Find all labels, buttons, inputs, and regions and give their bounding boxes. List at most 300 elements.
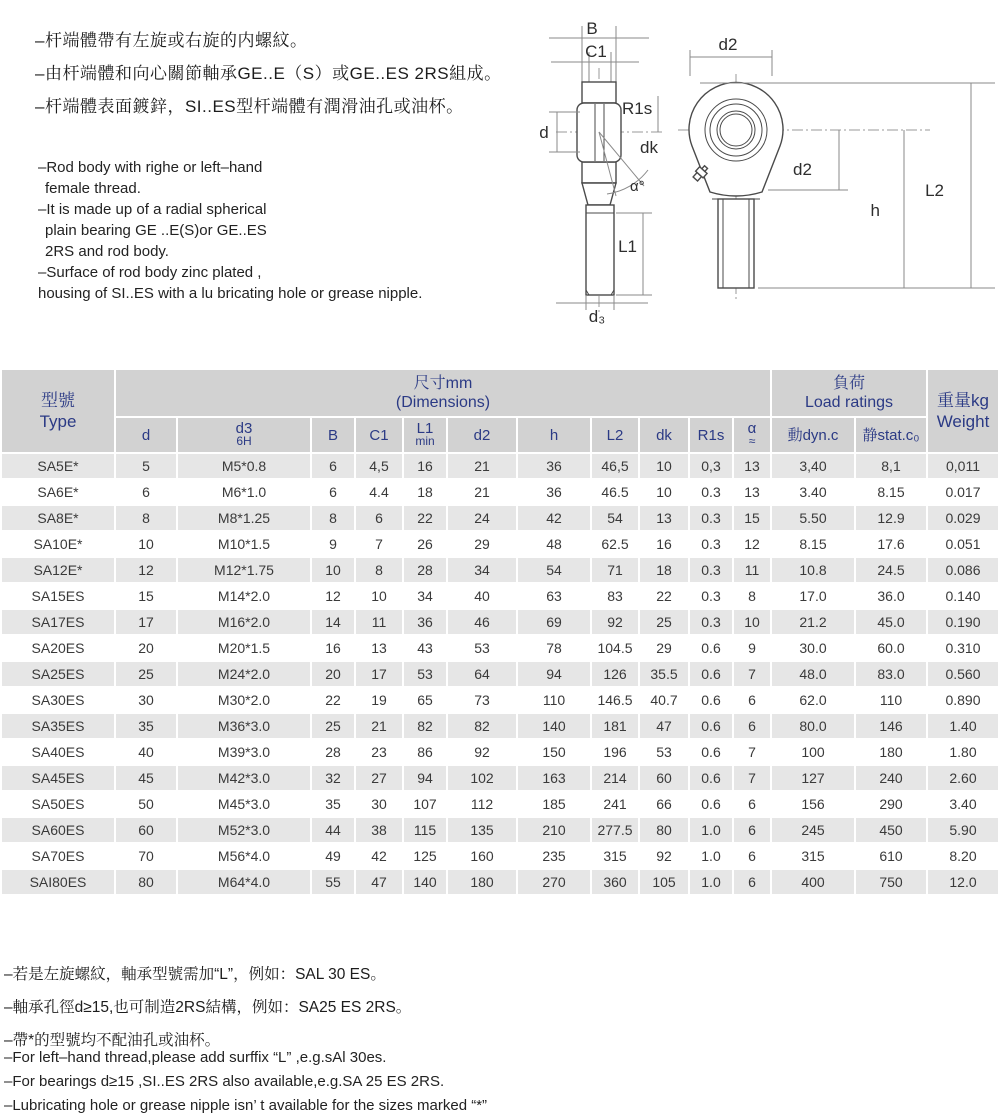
col-header-C1: C1 (356, 418, 402, 452)
cell-value: 8,1 (856, 454, 926, 478)
cell-value: 241 (592, 792, 638, 816)
cell-value: 28 (312, 740, 354, 764)
table-row (2, 740, 998, 764)
cell-value: 126 (592, 662, 638, 686)
cell-value: 105 (640, 870, 688, 894)
cell-value: 29 (448, 532, 516, 556)
cell-value: 3.40 (772, 480, 854, 504)
front-view-drawing (678, 35, 995, 302)
cell-value: 71 (592, 558, 638, 582)
label-h: h (870, 201, 880, 220)
side-view-drawing (539, 19, 664, 326)
rod-end-figure (528, 6, 1000, 356)
col-header-L2: L2 (592, 418, 638, 452)
cell-value: 9 (734, 636, 770, 660)
col-header-dyn: 動dyn.c (772, 418, 854, 452)
cell-value: 25 (312, 714, 354, 738)
cell-value: 8.15 (856, 480, 926, 504)
cell-value: 25 (116, 662, 176, 686)
label-L1: L1 (618, 237, 637, 256)
cell-value: M16*2.0 (178, 610, 310, 634)
cell-value: 83 (592, 584, 638, 608)
cell-value: 0.029 (928, 506, 998, 530)
cell-value: 7 (356, 532, 402, 556)
cell-value: 0,3 (690, 454, 732, 478)
cell-value: 13 (640, 506, 688, 530)
col-header-B: B (312, 418, 354, 452)
cell-value: M10*1.5 (178, 532, 310, 556)
cell-value: 22 (404, 506, 446, 530)
intro-en-line: female thread. (45, 180, 141, 197)
cell-type: SA40ES (2, 740, 114, 764)
col-header-d3: d3 6H (178, 418, 310, 452)
weight-header-zh: 重量kg (937, 391, 989, 410)
type-header-en: Type (39, 412, 77, 431)
cell-value: 290 (856, 792, 926, 816)
cell-value: 45.0 (856, 610, 926, 634)
cell-value: 32 (312, 766, 354, 790)
cell-value: 8 (312, 506, 354, 530)
cell-value: 6 (734, 844, 770, 868)
table-row (2, 532, 998, 556)
table-row (2, 766, 998, 790)
cell-value: 12.9 (856, 506, 926, 530)
cell-value: 60 (640, 766, 688, 790)
cell-value: 1.0 (690, 870, 732, 894)
cell-value: 83.0 (856, 662, 926, 686)
cell-value: 270 (518, 870, 590, 894)
cell-value: 62.5 (592, 532, 638, 556)
cell-value: 10 (640, 480, 688, 504)
spec-table (0, 368, 1000, 896)
cell-value: 40 (116, 740, 176, 764)
cell-value: 14 (312, 610, 354, 634)
label-B: B (586, 19, 598, 38)
cell-value: M42*3.0 (178, 766, 310, 790)
cell-value: 6 (312, 480, 354, 504)
cell-value: 180 (856, 740, 926, 764)
cell-value: 44 (312, 818, 354, 842)
label-C1: C1 (585, 42, 607, 61)
cell-value: 235 (518, 844, 590, 868)
cell-type: SA30ES (2, 688, 114, 712)
cell-type: SA20ES (2, 636, 114, 660)
cell-value: 6 (734, 688, 770, 712)
cell-value: 53 (448, 636, 516, 660)
cell-value: 150 (518, 740, 590, 764)
cell-value: 163 (518, 766, 590, 790)
cell-value: 22 (312, 688, 354, 712)
cell-value: 750 (856, 870, 926, 894)
cell-value: 36 (518, 480, 590, 504)
cell-value: 6 (734, 792, 770, 816)
cell-value: 0.086 (928, 558, 998, 582)
cell-value: 47 (640, 714, 688, 738)
cell-value: 46 (448, 610, 516, 634)
cell-value: 6 (734, 818, 770, 842)
cell-value: 27 (356, 766, 402, 790)
cell-value: 146.5 (592, 688, 638, 712)
cell-value: 0.6 (690, 740, 732, 764)
col-header-h: h (518, 418, 590, 452)
cell-value: 5.50 (772, 506, 854, 530)
cell-value: 156 (772, 792, 854, 816)
label-R1s: R1s (622, 99, 653, 118)
cell-value: 110 (856, 688, 926, 712)
cell-value: 210 (518, 818, 590, 842)
cell-value: 115 (404, 818, 446, 842)
col-header-dk: dk (640, 418, 688, 452)
cell-value: 18 (640, 558, 688, 582)
cell-value: 10 (640, 454, 688, 478)
cell-value: 10 (734, 610, 770, 634)
cell-value: 8.20 (928, 844, 998, 868)
cell-value: 60.0 (856, 636, 926, 660)
cell-value: 0.6 (690, 792, 732, 816)
cell-value: 146 (856, 714, 926, 738)
cell-type: SA70ES (2, 844, 114, 868)
cell-value: 55 (312, 870, 354, 894)
intro-zh-line: –杆端體表面鍍鋅，SI..ES型杆端體有潤滑油孔或油杯。 (35, 97, 464, 116)
cell-value: 100 (772, 740, 854, 764)
cell-value: 20 (312, 662, 354, 686)
cell-value: 181 (592, 714, 638, 738)
cell-value: 65 (404, 688, 446, 712)
intro-zh-line: –杆端體帶有左旋或右旋的内螺紋。 (35, 31, 308, 50)
intro-zh-line: –由杆端體和向心關節軸承GE..E（S）或GE..ES 2RS組成。 (35, 64, 502, 83)
cell-value: 13 (356, 636, 402, 660)
cell-value: M30*2.0 (178, 688, 310, 712)
col-header-d: d (116, 418, 176, 452)
cell-value: 21.2 (772, 610, 854, 634)
cell-value: 0.3 (690, 480, 732, 504)
cell-value: 315 (592, 844, 638, 868)
cell-value: 104.5 (592, 636, 638, 660)
cell-value: 5.90 (928, 818, 998, 842)
cell-value: 196 (592, 740, 638, 764)
cell-value: 45 (116, 766, 176, 790)
intro-en-line: housing of SI..ES with a lu bricating hole or grease nipple. (38, 285, 423, 302)
cell-value: 0.3 (690, 506, 732, 530)
cell-value: 160 (448, 844, 516, 868)
cell-value: 35 (312, 792, 354, 816)
cell-value: 92 (448, 740, 516, 764)
cell-value: 13 (734, 454, 770, 478)
cell-value: 43 (404, 636, 446, 660)
footer-en-line: –For left–hand thread,please add surffix “L” ,e.g.sAl 30es. (4, 1049, 387, 1066)
cell-value: 0.3 (690, 558, 732, 582)
cell-value: 22 (640, 584, 688, 608)
cell-type: SA60ES (2, 818, 114, 842)
cell-type: SA45ES (2, 766, 114, 790)
cell-value: 0.560 (928, 662, 998, 686)
dimensions-header-en: (Dimensions) (395, 394, 491, 411)
cell-value: M6*1.0 (178, 480, 310, 504)
cell-value: 82 (404, 714, 446, 738)
table-row (2, 688, 998, 712)
cell-value: 0.3 (690, 610, 732, 634)
footer-zh-line: –帶*的型號均不配油孔或油杯。 (4, 1032, 221, 1049)
cell-value: 9 (312, 532, 354, 556)
cell-value: M39*3.0 (178, 740, 310, 764)
cell-value: 110 (518, 688, 590, 712)
cell-value: 102 (448, 766, 516, 790)
footer-en-line: –Lubricating hole or grease nipple isn’ t available for the sizes marked “*” (4, 1097, 488, 1114)
cell-value: 35.5 (640, 662, 688, 686)
cell-value: 80.0 (772, 714, 854, 738)
cell-type: SA50ES (2, 792, 114, 816)
dimensions-header-zh: 尺寸mm (413, 375, 473, 392)
cell-value: M52*3.0 (178, 818, 310, 842)
cell-value: 1.0 (690, 818, 732, 842)
cell-value: 450 (856, 818, 926, 842)
cell-value: 48 (518, 532, 590, 556)
cell-value: 53 (404, 662, 446, 686)
cell-value: 7 (734, 766, 770, 790)
cell-value: 12 (312, 584, 354, 608)
cell-value: 0.140 (928, 584, 998, 608)
cell-value: 62.0 (772, 688, 854, 712)
cell-value: 46.5 (592, 480, 638, 504)
cell-value: 0.3 (690, 532, 732, 556)
cell-value: 21 (356, 714, 402, 738)
cell-value: M36*3.0 (178, 714, 310, 738)
table-row (2, 792, 998, 816)
cell-value: 3,40 (772, 454, 854, 478)
intro-en-line: –Rod body with righe or left–hand (38, 159, 263, 176)
cell-type: SAI80ES (2, 870, 114, 894)
footer-zh-line: –若是左旋螺紋，軸承型號需加“L”，例如：SAL 30 ES。 (4, 966, 386, 983)
cell-value: 6 (734, 714, 770, 738)
spec-table-body (2, 454, 998, 894)
cell-value: 42 (518, 506, 590, 530)
cell-value: 16 (312, 636, 354, 660)
cell-value: 17 (116, 610, 176, 634)
cell-value: 6 (312, 454, 354, 478)
cell-value: M8*1.25 (178, 506, 310, 530)
cell-value: 17.0 (772, 584, 854, 608)
col-header-type (2, 370, 114, 452)
col-header-weight (928, 370, 998, 452)
cell-value: 29 (640, 636, 688, 660)
cell-value: M56*4.0 (178, 844, 310, 868)
cell-value: 19 (356, 688, 402, 712)
cell-value: 8 (734, 584, 770, 608)
cell-value: 180 (448, 870, 516, 894)
cell-value: 66 (640, 792, 688, 816)
cell-type: SA15ES (2, 584, 114, 608)
cell-value: 17.6 (856, 532, 926, 556)
cell-value: 360 (592, 870, 638, 894)
cell-value: 60 (116, 818, 176, 842)
cell-value: 0.310 (928, 636, 998, 660)
cell-value: 35 (116, 714, 176, 738)
cell-value: 400 (772, 870, 854, 894)
cell-value: 82 (448, 714, 516, 738)
table-row (2, 558, 998, 582)
col-header-stat: 静stat.c₀ (856, 418, 926, 452)
intro-en-line: plain bearing GE ..E(S)or GE..ES (45, 222, 267, 239)
cell-value: 3.40 (928, 792, 998, 816)
table-row (2, 454, 998, 478)
cell-value: 10.8 (772, 558, 854, 582)
cell-value: 54 (518, 558, 590, 582)
col-header-d2: d2 (448, 418, 516, 452)
cell-value: 4,5 (356, 454, 402, 478)
cell-value: 34 (448, 558, 516, 582)
cell-value: 315 (772, 844, 854, 868)
cell-value: 8 (356, 558, 402, 582)
cell-value: 25 (640, 610, 688, 634)
col-group-load-ratings (772, 370, 926, 416)
label-dk: dk (640, 138, 658, 157)
intro-en-line: 2RS and rod body. (45, 243, 169, 260)
cell-value: 30.0 (772, 636, 854, 660)
cell-value: 36 (518, 454, 590, 478)
cell-value: 26 (404, 532, 446, 556)
weight-header-en: Weight (936, 412, 990, 431)
col-group-dimensions (116, 370, 770, 416)
table-row (2, 870, 998, 894)
cell-value: M24*2.0 (178, 662, 310, 686)
cell-value: 214 (592, 766, 638, 790)
cell-value: 0.6 (690, 688, 732, 712)
table-row (2, 818, 998, 842)
intro-en-line: –It is made up of a radial spherical (38, 201, 267, 218)
label-alpha: α° (630, 178, 645, 195)
cell-value: 92 (640, 844, 688, 868)
cell-value: 12.0 (928, 870, 998, 894)
col-header-L1: L1 min (404, 418, 446, 452)
cell-value: 80 (640, 818, 688, 842)
table-row (2, 480, 998, 504)
cell-value: 30 (116, 688, 176, 712)
cell-type: SA17ES (2, 610, 114, 634)
table-row (2, 610, 998, 634)
cell-value: 0.017 (928, 480, 998, 504)
cell-value: 47 (356, 870, 402, 894)
table-row (2, 636, 998, 660)
cell-value: 16 (640, 532, 688, 556)
cell-value: M5*0.8 (178, 454, 310, 478)
cell-value: 21 (448, 480, 516, 504)
cell-value: 5 (116, 454, 176, 478)
cell-value: 0.6 (690, 714, 732, 738)
cell-value: 1.0 (690, 844, 732, 868)
cell-value: 16 (404, 454, 446, 478)
cell-value: 185 (518, 792, 590, 816)
load-header-zh: 負荷 (832, 375, 865, 392)
cell-value: 80 (116, 870, 176, 894)
cell-value: 34 (404, 584, 446, 608)
cell-value: M12*1.75 (178, 558, 310, 582)
cell-value: M14*2.0 (178, 584, 310, 608)
cell-value: 127 (772, 766, 854, 790)
cell-value: 11 (734, 558, 770, 582)
cell-value: 28 (404, 558, 446, 582)
table-row (2, 506, 998, 530)
load-header-en: Load ratings (804, 394, 894, 411)
type-header-zh: 型號 (41, 391, 75, 410)
cell-value: 36.0 (856, 584, 926, 608)
cell-value: 86 (404, 740, 446, 764)
cell-value: 0.6 (690, 662, 732, 686)
cell-value: 73 (448, 688, 516, 712)
cell-value: 6 (356, 506, 402, 530)
cell-value: 6 (116, 480, 176, 504)
cell-value: 125 (404, 844, 446, 868)
cell-value: 8 (116, 506, 176, 530)
col-header-R1s: R1s (690, 418, 732, 452)
cell-value: M20*1.5 (178, 636, 310, 660)
label-L2: L2 (925, 181, 944, 200)
cell-type: SA12E* (2, 558, 114, 582)
cell-value: M45*3.0 (178, 792, 310, 816)
cell-value: 63 (518, 584, 590, 608)
cell-value: 70 (116, 844, 176, 868)
label-d2-mid: d2 (793, 160, 812, 179)
footer-notes-en (4, 1046, 487, 1118)
footer-en-line: –For bearings d≥15 ,SI..ES 2RS also available,e.g.SA 25 ES 2RS. (4, 1073, 445, 1090)
cell-value: 42 (356, 844, 402, 868)
cell-value: 40 (448, 584, 516, 608)
cell-value: 40.7 (640, 688, 688, 712)
cell-value: 15 (734, 506, 770, 530)
table-row (2, 584, 998, 608)
cell-value: 245 (772, 818, 854, 842)
cell-type: SA8E* (2, 506, 114, 530)
cell-value: 17 (356, 662, 402, 686)
cell-value: 12 (116, 558, 176, 582)
cell-value: 140 (518, 714, 590, 738)
intro-en-line: –Surface of rod body zinc plated , (38, 264, 262, 281)
table-row (2, 844, 998, 868)
cell-value: 0.190 (928, 610, 998, 634)
cell-value: M64*4.0 (178, 870, 310, 894)
cell-type: SA10E* (2, 532, 114, 556)
cell-value: 11 (356, 610, 402, 634)
cell-value: 20 (116, 636, 176, 660)
cell-value: 1.40 (928, 714, 998, 738)
cell-value: 54 (592, 506, 638, 530)
cell-value: 12 (734, 532, 770, 556)
intro-notes-en (38, 157, 422, 304)
cell-type: SA6E* (2, 480, 114, 504)
cell-value: 4.4 (356, 480, 402, 504)
cell-value: 2.60 (928, 766, 998, 790)
cell-value: 46,5 (592, 454, 638, 478)
table-row (2, 714, 998, 738)
label-d2-top: d2 (718, 35, 738, 54)
cell-value: 53 (640, 740, 688, 764)
cell-value: 69 (518, 610, 590, 634)
cell-value: 610 (856, 844, 926, 868)
cell-value: 10 (116, 532, 176, 556)
cell-value: 7 (734, 740, 770, 764)
intro-notes-zh (35, 24, 502, 123)
footer-zh-line: –軸承孔徑d≥15,也可制造2RS結構，例如：SA25 ES 2RS。 (4, 999, 412, 1016)
cell-value: 140 (404, 870, 446, 894)
cell-value: 10 (356, 584, 402, 608)
cell-value: 21 (448, 454, 516, 478)
cell-value: 277.5 (592, 818, 638, 842)
cell-value: 240 (856, 766, 926, 790)
cell-value: 112 (448, 792, 516, 816)
cell-value: 94 (404, 766, 446, 790)
cell-value: 78 (518, 636, 590, 660)
table-row (2, 662, 998, 686)
cell-value: 15 (116, 584, 176, 608)
